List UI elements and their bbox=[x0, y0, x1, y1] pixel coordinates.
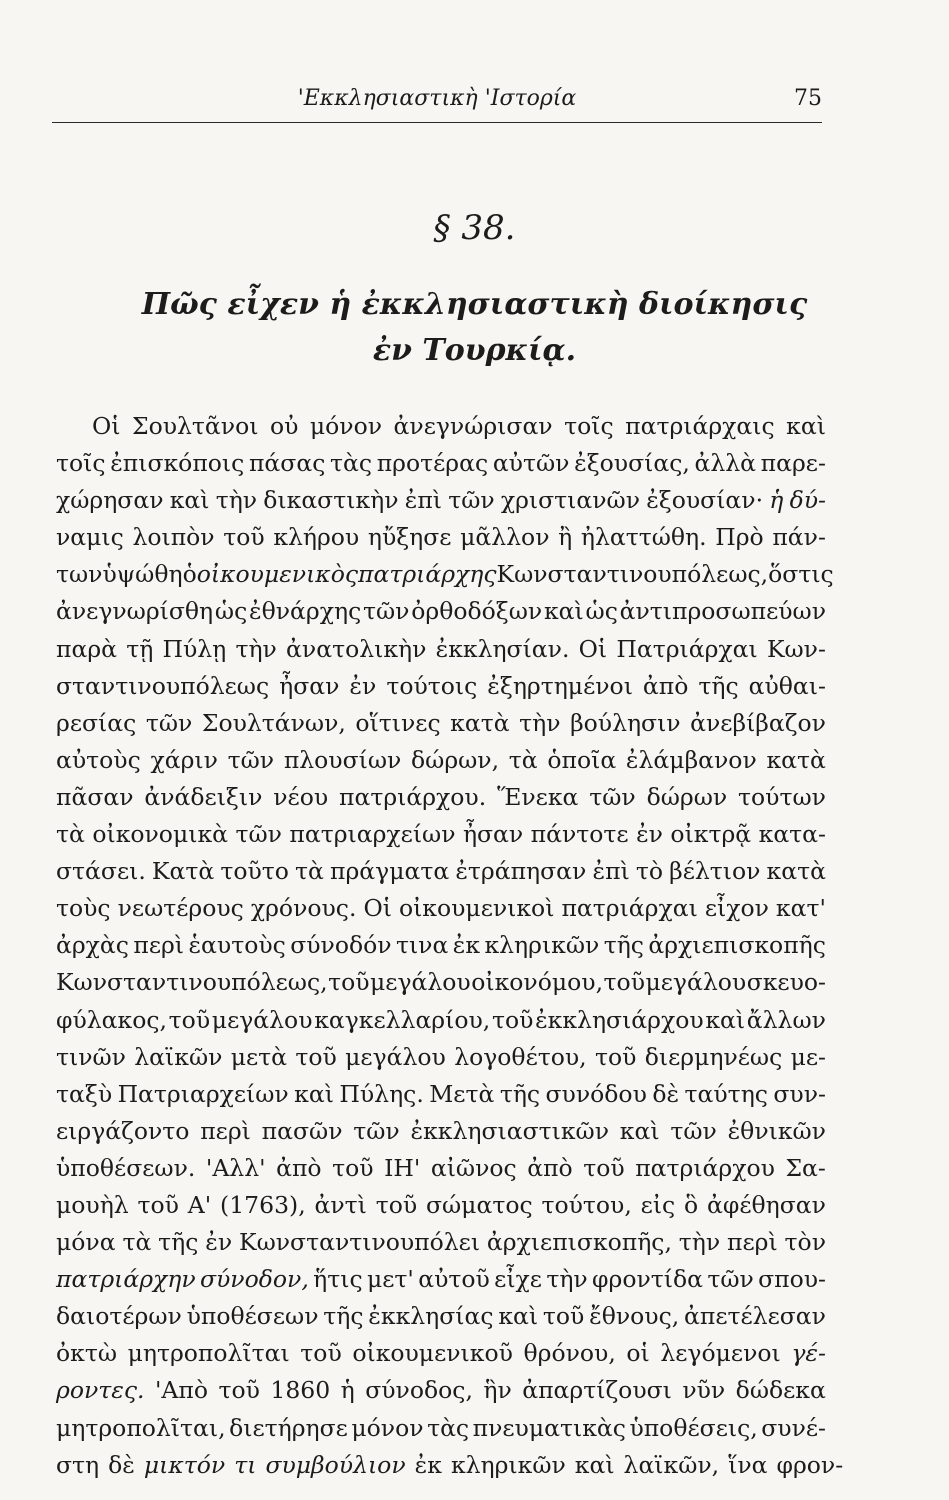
text-line bbox=[56, 1187, 826, 1224]
text-word: ὀρθοδόξων bbox=[411, 597, 543, 626]
text-word: τῆς bbox=[323, 1302, 364, 1331]
page-number: 75 bbox=[794, 86, 822, 111]
text-line bbox=[56, 1298, 826, 1335]
text-word: Σα- bbox=[785, 1153, 826, 1182]
text-line bbox=[56, 1076, 826, 1113]
text-word: Πύλῃ bbox=[162, 634, 227, 663]
text-word: καγκελλαρίου, bbox=[314, 1005, 491, 1034]
text-line bbox=[56, 1224, 826, 1261]
text-word: αὐτοὺς bbox=[56, 745, 141, 774]
text-word: φρον- bbox=[776, 1450, 844, 1479]
text-word: τὸ bbox=[635, 857, 663, 886]
text-word: μετὰ bbox=[230, 1042, 288, 1071]
text-word: ἐπὶ bbox=[404, 486, 442, 515]
text-line bbox=[56, 445, 826, 482]
text-word: ἀνατολικὴν bbox=[286, 634, 427, 663]
text-word: σκευο- bbox=[746, 968, 826, 997]
text-word: Σουλτάνων, bbox=[201, 708, 346, 737]
text-word: ἐκ bbox=[452, 931, 481, 960]
text-word: λογοθέτου, bbox=[454, 1042, 587, 1071]
section-heading bbox=[0, 282, 949, 374]
text-word: μόνον bbox=[351, 1413, 424, 1442]
text-word: λαϊκῶν bbox=[134, 1042, 223, 1071]
text-word: ὃ bbox=[684, 1190, 699, 1219]
text-line bbox=[56, 705, 826, 742]
text-word: φροντίδα bbox=[592, 1265, 703, 1294]
text-word: ἀπετέλεσαν bbox=[684, 1302, 826, 1331]
text-word: τὰ bbox=[295, 857, 324, 886]
text-word: τοῦ bbox=[168, 1005, 211, 1034]
heading-line-1: Πῶς εἶχεν ἡ ἐκκλησιαστικὴ διοίκησις bbox=[141, 287, 808, 322]
text-word: τοῦ bbox=[491, 1005, 534, 1034]
text-word: ἐξηρτημένοι bbox=[487, 671, 633, 700]
text-word: νεωτέρους bbox=[117, 894, 244, 923]
text-line bbox=[56, 927, 826, 964]
text-word: τὴν bbox=[215, 486, 258, 515]
text-word: ἀνεγνώρισαν bbox=[393, 412, 553, 440]
text-word: ἠλαττώθη. bbox=[580, 523, 707, 552]
text-word: χάριν bbox=[150, 745, 218, 774]
text-word: τούτου, bbox=[541, 1190, 632, 1219]
text-word: οἰκονομικὰ bbox=[92, 820, 229, 849]
text-word: ἐξουσίας, bbox=[574, 449, 690, 478]
text-word: μετ' bbox=[366, 1265, 414, 1294]
text-word: μεγάλου bbox=[211, 1005, 313, 1034]
text-word: τοῦ bbox=[542, 1302, 585, 1331]
text-word: πατριάρχαις bbox=[625, 412, 775, 440]
text-word: ἀπαρτίζουσι bbox=[522, 1376, 672, 1405]
text-word: τοῦ bbox=[583, 1153, 625, 1182]
text-word: τοῦ bbox=[594, 1042, 637, 1071]
text-word: ὀκτὼ bbox=[56, 1339, 117, 1368]
text-word: Κατὰ bbox=[151, 857, 215, 886]
text-word: στάσει. bbox=[56, 857, 146, 886]
text-word: τῶν bbox=[670, 1116, 717, 1145]
text-word: Οἱ bbox=[363, 894, 392, 923]
text-line bbox=[56, 668, 826, 705]
text-word: ἡ bbox=[769, 486, 784, 515]
text-word: κατὰ bbox=[450, 708, 510, 737]
text-word: πάν- bbox=[772, 523, 826, 552]
text-word: ἐπισκόποις bbox=[110, 449, 245, 478]
text-word: ὑποθέσεις, bbox=[629, 1413, 758, 1442]
text-word: φύλακος, bbox=[56, 1005, 167, 1034]
text-word: μεγάλου bbox=[345, 1042, 446, 1071]
text-word: δώδεκα bbox=[735, 1376, 826, 1405]
text-word: ἐπὶ bbox=[592, 857, 630, 886]
text-word: Οἱ bbox=[92, 412, 121, 440]
text-word: νῦν bbox=[682, 1376, 726, 1405]
text-word: περὶ bbox=[727, 1228, 778, 1257]
text-word: οἰκουμενικὸς bbox=[196, 560, 359, 589]
text-word: τὸν bbox=[784, 1228, 826, 1257]
text-word: ταξὺ bbox=[56, 1079, 113, 1108]
text-word: καὶ bbox=[619, 1116, 660, 1145]
text-word: προτέρας bbox=[376, 449, 489, 478]
text-word: ἐν bbox=[636, 820, 663, 849]
text-word: 1860 bbox=[270, 1376, 331, 1405]
text-word: ναμις bbox=[56, 523, 124, 552]
text-word: 'Αλλ' bbox=[205, 1153, 266, 1182]
text-word: τινα bbox=[395, 931, 449, 960]
text-word: σύνοδος, bbox=[365, 1376, 473, 1405]
text-word: πλουσίων bbox=[283, 745, 402, 774]
text-word: οἱ bbox=[626, 1339, 650, 1368]
heading-line-2: ἐν Τουρκίᾳ. bbox=[372, 333, 577, 368]
text-word: δαιοτέρων bbox=[56, 1302, 182, 1331]
text-word: σώματος bbox=[425, 1190, 533, 1219]
text-word: συμβούλιον bbox=[265, 1450, 406, 1479]
text-word: ἐτράπησαν bbox=[455, 857, 587, 886]
text-word: ἐθνάρχης bbox=[249, 597, 362, 626]
text-word: κατὰ bbox=[766, 745, 826, 774]
text-word: οἰκτρᾷ bbox=[670, 820, 752, 849]
text-word: οἵτινες bbox=[355, 708, 441, 737]
text-word: ἀρχὰς bbox=[56, 931, 129, 960]
text-word: αὐθαι- bbox=[748, 671, 826, 700]
text-word: σπου- bbox=[758, 1265, 826, 1294]
text-word: τοὺς bbox=[56, 894, 111, 923]
text-word: Κωνσταντινουπόλεως, bbox=[496, 560, 769, 589]
text-word: ὑψώθη bbox=[102, 560, 183, 589]
text-word: ἔθνους, bbox=[589, 1302, 680, 1331]
text-word: οὐ bbox=[269, 412, 299, 440]
text-word: τῆς bbox=[603, 931, 644, 960]
text-word: τοῦ bbox=[603, 968, 645, 997]
text-word: τὰ bbox=[122, 1228, 152, 1257]
text-word: τοῦ bbox=[328, 968, 370, 997]
text-line bbox=[56, 1372, 826, 1409]
text-word: ὁ bbox=[182, 560, 197, 589]
text-word: περὶ bbox=[133, 931, 185, 960]
text-word: μόνα bbox=[56, 1228, 116, 1257]
text-word: ἀνεβίβαζον bbox=[690, 708, 826, 737]
running-header bbox=[52, 82, 822, 123]
text-word: Πατριάρχαι bbox=[616, 634, 758, 663]
text-line bbox=[56, 779, 826, 816]
text-word: κλήρου bbox=[273, 523, 360, 552]
text-word: πατριάρχην bbox=[56, 1265, 196, 1294]
text-word: τοῖς bbox=[56, 449, 106, 478]
text-line bbox=[56, 408, 826, 445]
text-word: χριστιανῶν bbox=[500, 486, 640, 515]
text-word: σύνοδόν bbox=[290, 931, 392, 960]
text-word: μητροπολῖται bbox=[127, 1339, 290, 1368]
text-word: ΙΗ' bbox=[384, 1153, 421, 1182]
text-word: ἐκκλησίας bbox=[368, 1302, 494, 1331]
text-word: πάσας bbox=[248, 449, 326, 478]
text-word: στη bbox=[56, 1450, 100, 1479]
text-word: ἐθνικῶν bbox=[727, 1116, 826, 1145]
text-word: λεγόμενοι bbox=[660, 1339, 781, 1368]
text-word: σύνοδον, bbox=[199, 1265, 309, 1294]
text-line bbox=[56, 1261, 826, 1298]
text-word: πατριάρχης bbox=[358, 560, 497, 589]
text-word: αὐτῶν bbox=[492, 449, 570, 478]
text-word: δικαστικὴν bbox=[263, 486, 399, 515]
text-line bbox=[56, 742, 826, 779]
text-word: ροντες. bbox=[56, 1376, 145, 1405]
text-word: τῆς bbox=[158, 1228, 199, 1257]
text-word: αὐτοῦ bbox=[418, 1265, 490, 1294]
text-word: μᾶλλον bbox=[460, 523, 550, 552]
running-title: 'Εκκλησιαστικὴ 'Ιστορία bbox=[297, 86, 577, 111]
text-word: δώρων, bbox=[411, 745, 500, 774]
text-word: Πατριαρχείων bbox=[117, 1079, 289, 1108]
text-word: ἀντιπροσωπεύων bbox=[619, 597, 826, 626]
text-word: μόνον bbox=[309, 412, 383, 440]
text-word: τὴν bbox=[546, 1265, 588, 1294]
text-word: Πρὸ bbox=[715, 523, 764, 552]
text-word: ἐκκλησίαν. bbox=[435, 634, 570, 663]
text-word: τὰς bbox=[427, 1413, 470, 1442]
text-word: Πύλης. bbox=[339, 1079, 424, 1108]
text-word: τὰ bbox=[508, 745, 538, 774]
text-word: των bbox=[56, 560, 103, 589]
text-word: περὶ bbox=[200, 1116, 251, 1145]
text-word: εἶχε bbox=[494, 1265, 542, 1294]
text-word: ὁποῖα bbox=[547, 745, 617, 774]
text-word: τοῦ bbox=[137, 1190, 179, 1219]
text-word: καὶ bbox=[574, 1450, 615, 1479]
text-word: τὰς bbox=[330, 449, 373, 478]
text-line bbox=[56, 853, 826, 890]
text-word: συν- bbox=[773, 1079, 826, 1108]
text-word: ἀνεγνωρίσθη bbox=[56, 597, 214, 626]
text-word: ἀντὶ bbox=[314, 1190, 367, 1219]
text-word: ἦσαν bbox=[279, 671, 340, 700]
text-word: ἥτις bbox=[313, 1265, 363, 1294]
text-word: τοῦ bbox=[375, 1190, 418, 1219]
text-word: πᾶσαν bbox=[56, 782, 134, 811]
text-word: τῶν bbox=[235, 820, 282, 849]
text-word: κατα- bbox=[758, 820, 826, 849]
text-word: μεγάλου bbox=[370, 968, 471, 997]
text-word: τὴν bbox=[235, 634, 277, 663]
text-word: δὲ bbox=[108, 1450, 135, 1479]
text-word: τῶν bbox=[707, 1265, 754, 1294]
text-word: αἰῶνος bbox=[430, 1153, 517, 1182]
text-word: ρεσίας bbox=[56, 708, 137, 737]
text-word: θρόνου, bbox=[523, 1339, 616, 1368]
text-word: τὴν bbox=[519, 708, 561, 737]
text-word: δώρων bbox=[646, 782, 728, 811]
text-word: τούτοις bbox=[386, 671, 478, 700]
text-word: καὶ bbox=[498, 1302, 539, 1331]
text-line bbox=[56, 1150, 826, 1187]
text-word: γέ- bbox=[791, 1339, 826, 1368]
text-word: οἰκουμενικοὶ bbox=[398, 894, 555, 923]
text-word: τῶν bbox=[448, 486, 495, 515]
text-word: ἀφέθησαν bbox=[707, 1190, 826, 1219]
text-word: καὶ bbox=[705, 1005, 746, 1034]
text-word: ἐν bbox=[205, 1228, 233, 1257]
text-word: Κωνσταντινουπόλεως, bbox=[56, 968, 328, 997]
text-line bbox=[56, 1335, 826, 1372]
text-word: ἐξουσίαν· bbox=[646, 486, 764, 515]
text-word: τῆς bbox=[499, 1079, 541, 1108]
text-word: μουὴλ bbox=[56, 1190, 129, 1219]
text-word: με- bbox=[790, 1042, 826, 1071]
text-word: ἄλλων bbox=[746, 1005, 826, 1034]
text-word: οἰκονόμου, bbox=[471, 968, 604, 997]
text-word: ὡς bbox=[585, 597, 618, 626]
text-word: μητροπολῖται, bbox=[56, 1413, 226, 1442]
text-word: ὡς bbox=[214, 597, 248, 626]
text-line bbox=[56, 482, 826, 519]
text-word: τῶν bbox=[363, 597, 410, 626]
text-word: βούλησιν bbox=[570, 708, 681, 737]
text-line bbox=[56, 593, 826, 630]
text-word: (1763), bbox=[220, 1190, 306, 1219]
text-word: ἀπὸ bbox=[527, 1153, 573, 1182]
text-word: ἐλάμβανον bbox=[625, 745, 757, 774]
text-word: τῶν bbox=[589, 782, 636, 811]
text-word: τῶν bbox=[353, 1116, 400, 1145]
text-word: ἡ bbox=[340, 1376, 355, 1405]
text-word: κληρικῶν bbox=[450, 1450, 566, 1479]
text-word: δὲ bbox=[652, 1079, 680, 1108]
text-word: τὴν bbox=[678, 1228, 721, 1257]
text-line bbox=[56, 1113, 826, 1150]
text-line bbox=[56, 1447, 844, 1484]
text-word: σταντινουπόλεως bbox=[56, 671, 270, 700]
body-text bbox=[56, 408, 844, 1484]
text-word: ἑαυτοὺς bbox=[188, 931, 286, 960]
text-word: ἀρχιεπισκοπῆς bbox=[648, 931, 826, 960]
text-word: πασῶν bbox=[261, 1116, 343, 1145]
text-word: ἢ bbox=[558, 523, 573, 552]
text-word: τοῦτο bbox=[220, 857, 289, 886]
text-line bbox=[56, 631, 826, 668]
text-word: παρὰ bbox=[56, 634, 117, 663]
text-word: Οἱ bbox=[578, 634, 608, 663]
text-word: καὶ bbox=[169, 486, 210, 515]
text-line bbox=[56, 1002, 826, 1039]
text-word: ἐκκλησιάρχου bbox=[535, 1005, 704, 1034]
text-word: τοῦ bbox=[300, 1339, 342, 1368]
text-word: τῶν bbox=[145, 708, 193, 737]
text-word: λαϊκῶν, bbox=[623, 1450, 720, 1479]
section-number: § 38. bbox=[433, 208, 516, 248]
text-word: ταύτης bbox=[684, 1079, 768, 1108]
text-word: κατὰ bbox=[766, 857, 826, 886]
text-word: καὶ bbox=[294, 1079, 334, 1108]
text-word: συνόδου bbox=[545, 1079, 647, 1108]
text-word: Ἕνεκα bbox=[497, 782, 579, 811]
text-word: 'Απὸ bbox=[154, 1376, 208, 1405]
text-word: πατριαρχείων bbox=[289, 820, 456, 849]
text-word: τινῶν bbox=[56, 1042, 126, 1071]
text-word: ὑποθέσεων. bbox=[56, 1153, 196, 1182]
text-line bbox=[56, 890, 826, 927]
text-word: τοῦ bbox=[295, 1042, 337, 1071]
text-line bbox=[56, 1410, 826, 1447]
text-word: διετήρησε bbox=[229, 1413, 348, 1442]
text-word: τοῦ bbox=[223, 523, 265, 552]
text-word: τῶν bbox=[227, 745, 275, 774]
text-word: χώρησαν bbox=[56, 486, 164, 515]
text-word: ἀρχιεπισκοπῆς, bbox=[486, 1228, 672, 1257]
text-word: πάντοτε bbox=[530, 820, 629, 849]
text-word: νέου bbox=[273, 782, 329, 811]
text-line bbox=[56, 816, 826, 853]
text-word: κληρικῶν bbox=[484, 931, 600, 960]
text-word: καὶ bbox=[543, 597, 584, 626]
text-word: τὰ bbox=[56, 820, 85, 849]
text-word: παρε- bbox=[760, 449, 826, 478]
text-word: ἵνα bbox=[728, 1450, 768, 1479]
text-word: οἰκουμενικοῦ bbox=[352, 1339, 513, 1368]
text-word: πατριάρχαι bbox=[561, 894, 698, 923]
text-word: συνέ- bbox=[761, 1413, 826, 1442]
text-word: χρόνους. bbox=[250, 894, 357, 923]
text-word: ἐκκλησιαστικῶν bbox=[410, 1116, 609, 1145]
text-word: τοῖς bbox=[564, 412, 614, 440]
text-word: ἀπὸ bbox=[276, 1153, 322, 1182]
text-word: ἀπὸ bbox=[642, 671, 689, 700]
text-word: Μετὰ bbox=[429, 1079, 495, 1108]
text-word: ἀνάδειξιν bbox=[144, 782, 263, 811]
text-word: ἐκ bbox=[414, 1450, 442, 1479]
text-line bbox=[56, 519, 826, 556]
text-word: ἐν bbox=[349, 671, 377, 700]
text-word: πατριάρχου bbox=[635, 1153, 775, 1182]
text-word: Κωνσταντινουπόλει bbox=[239, 1228, 481, 1257]
text-word: πατριάρχου. bbox=[339, 782, 487, 811]
text-word: ἣν bbox=[483, 1376, 512, 1405]
text-word: μεγάλου bbox=[645, 968, 747, 997]
text-word: τι bbox=[234, 1450, 257, 1479]
text-word: Κων- bbox=[766, 634, 826, 663]
text-word: εἰς bbox=[640, 1190, 676, 1219]
text-word: καὶ bbox=[786, 412, 826, 440]
text-word: τούτων bbox=[738, 782, 826, 811]
text-word: βέλτιον bbox=[669, 857, 761, 886]
text-word: εἶχον bbox=[704, 894, 769, 923]
text-word: ηὔξησε bbox=[367, 523, 452, 552]
text-word: δύ- bbox=[789, 486, 826, 515]
text-word: κατ' bbox=[775, 894, 826, 923]
text-line bbox=[56, 964, 826, 1001]
text-word: τῆς bbox=[698, 671, 739, 700]
text-word: ἦσαν bbox=[462, 820, 524, 849]
text-word: μικτόν bbox=[143, 1450, 226, 1479]
text-word: ὑποθέσεων bbox=[186, 1302, 319, 1331]
text-word: ἀλλὰ bbox=[694, 449, 757, 478]
text-word: Σουλτᾶνοι bbox=[131, 412, 259, 440]
text-word: τοῦ bbox=[218, 1376, 260, 1405]
text-line bbox=[56, 556, 834, 593]
text-word: Α' bbox=[187, 1190, 212, 1219]
text-word: διερμηνέως bbox=[644, 1042, 783, 1071]
text-line bbox=[56, 1039, 826, 1076]
text-word: τοῦ bbox=[332, 1153, 374, 1182]
text-word: πράγματα bbox=[330, 857, 450, 886]
text-word: τῇ bbox=[126, 634, 154, 663]
text-word: πνευματικὰς bbox=[472, 1413, 626, 1442]
text-word: λοιπὸν bbox=[132, 523, 215, 552]
text-word: ὅστις bbox=[768, 560, 834, 589]
text-word: ειργάζοντο bbox=[56, 1116, 190, 1145]
